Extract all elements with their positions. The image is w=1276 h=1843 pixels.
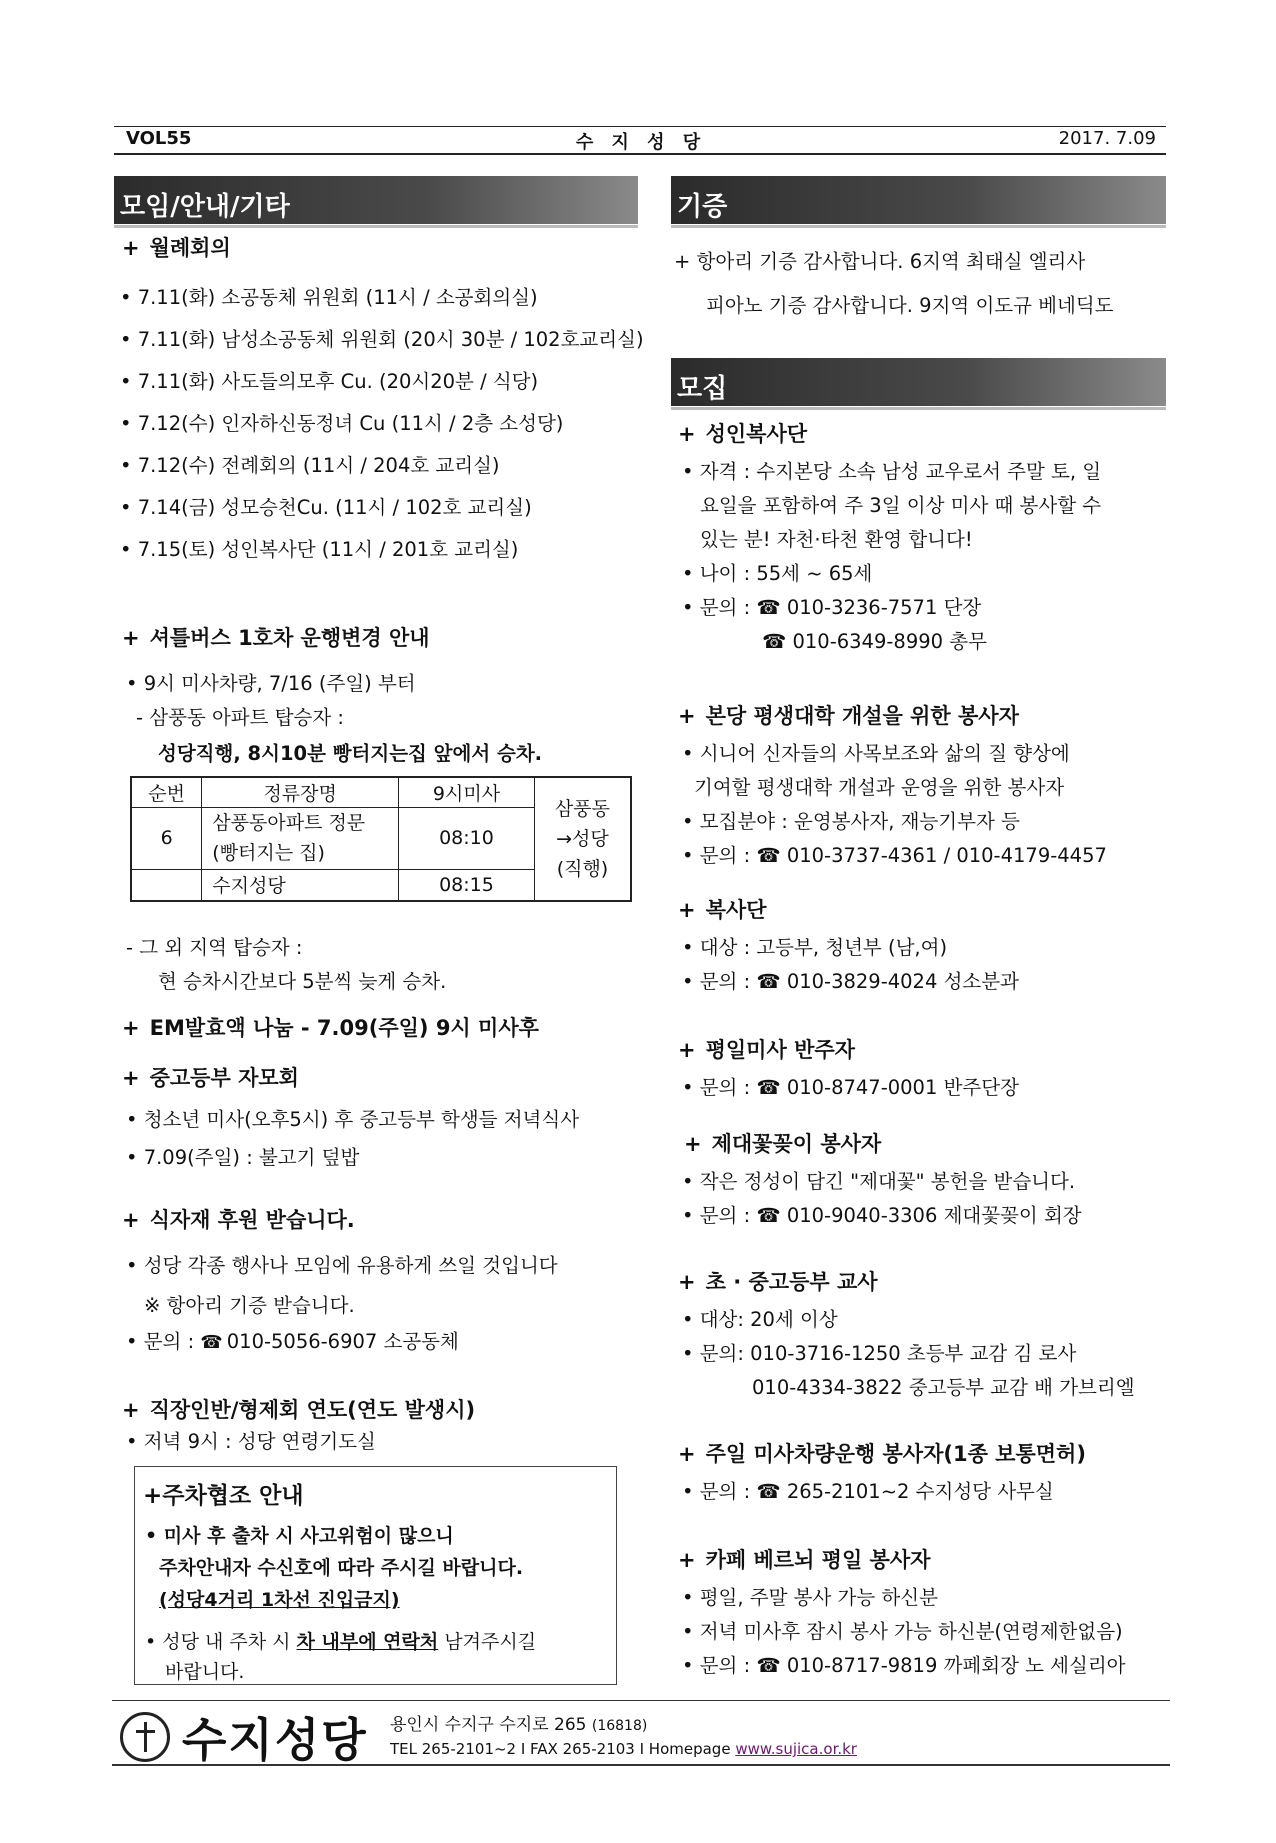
donation-line: + 항아리 기증 감사합니다. 6지역 최태실 엘리사 bbox=[674, 250, 1086, 273]
homepage-link[interactable]: www.sujica.or.kr bbox=[735, 1740, 857, 1758]
altar-line: • 자격 : 수지본당 소속 남성 교우로서 주말 토, 일 bbox=[682, 460, 1102, 483]
footer-address: 용인시 수지구 수지로 265 (16818) bbox=[390, 1715, 648, 1735]
parish-logo-icon bbox=[120, 1712, 170, 1762]
servers-line: • 문의 : ☎ 010-3829-4024 성소분과 bbox=[682, 970, 1019, 993]
youth-mothers-heading: + 중고등부 자모회 bbox=[122, 1066, 299, 1090]
teachers-line: • 대상: 20세 이상 bbox=[682, 1308, 838, 1331]
cafe-line: • 문의 : ☎ 010-8717-9819 까페회장 노 세실리아 bbox=[682, 1654, 1126, 1677]
shuttle-heading: + 셔틀버스 1호차 운행변경 안내 bbox=[122, 626, 430, 650]
parking-line: • 미사 후 출차 시 사고위험이 많으니 bbox=[145, 1525, 454, 1547]
shuttle-line: 현 승차시간보다 5분씩 늦게 승차. bbox=[158, 970, 447, 993]
altar-line: 있는 분! 자천·타천 환영 합니다! bbox=[700, 528, 973, 551]
college-heading: + 본당 평생대학 개설을 위한 봉사자 bbox=[678, 704, 1019, 728]
cafe-line: • 평일, 주말 봉사 가능 하신분 bbox=[682, 1586, 938, 1609]
food-line: ※ 항아리 기증 받습니다. bbox=[144, 1294, 355, 1317]
footer-contact: TEL 265-2101~2 I FAX 265-2103 I Homepage www.sujica.or.kr bbox=[390, 1740, 857, 1758]
food-contact: • 문의 : ☎ 010-5056-6907 소공동체 bbox=[126, 1330, 459, 1353]
monthly-item: • 7.11(화) 소공동체 위원회 (11시 / 소공회의실) bbox=[120, 286, 538, 309]
altar-line: ☎ 010-6349-8990 총무 bbox=[762, 630, 987, 653]
shuttle-line: - 그 외 지역 탑승자 : bbox=[126, 936, 303, 959]
food-heading: + 식자재 후원 받습니다. bbox=[122, 1208, 355, 1232]
parking-line: 주차안내자 수신호에 따라 주시길 바랍니다. bbox=[159, 1557, 524, 1579]
organist-heading: + 평일미사 반주자 bbox=[678, 1038, 855, 1062]
flowers-heading: + 제대꽃꽂이 봉사자 bbox=[684, 1132, 882, 1156]
college-line: • 시니어 신자들의 사목보조와 삶의 질 향상에 bbox=[682, 742, 1070, 765]
table-header: 9시미사 bbox=[399, 777, 535, 807]
volume-label: VOL55 bbox=[126, 128, 192, 149]
table-cell: 수지성당 bbox=[202, 869, 399, 901]
footer-logo-text: 수지성당 bbox=[182, 1713, 368, 1767]
driver-line: • 문의 : ☎ 265-2101~2 수지성당 사무실 bbox=[682, 1480, 1054, 1503]
table-header: 정류장명 bbox=[202, 777, 399, 807]
table-cell: 08:15 bbox=[399, 869, 535, 901]
college-line: 기여할 평생대학 개설과 운영을 위한 봉사자 bbox=[694, 776, 1065, 799]
driver-heading: + 주일 미사차량운행 봉사자(1종 보통면허) bbox=[678, 1442, 1086, 1466]
table-header: 순번 bbox=[131, 777, 202, 807]
teachers-line: 010-4334-3822 중고등부 교감 배 가브리엘 bbox=[752, 1376, 1135, 1399]
parish-title: 수 지 성 당 bbox=[575, 132, 707, 153]
section-bar-recruit: 모집 bbox=[671, 358, 1166, 406]
shuttle-table bbox=[130, 776, 632, 902]
table-cell: 08:10 bbox=[399, 807, 535, 869]
college-line: • 문의 : ☎ 010-3737-4361 / 010-4179-4457 bbox=[682, 844, 1107, 867]
food-line: • 성당 각종 행사나 모임에 유용하게 쓰일 것입니다 bbox=[126, 1254, 558, 1277]
workplace-line: • 저녁 9시 : 성당 연령기도실 bbox=[126, 1430, 376, 1453]
cafe-line: • 저녁 미사후 잠시 봉사 가능 하신분(연령제한없음) bbox=[682, 1620, 1123, 1643]
altar-heading: + 성인복사단 bbox=[678, 422, 808, 446]
route-note: 삼풍동 →성당 (직행) bbox=[534, 777, 631, 901]
servers-line: • 대상 : 고등부, 청년부 (남,여) bbox=[682, 936, 948, 959]
altar-line: 요일을 포함하여 주 3일 이상 미사 때 봉사할 수 bbox=[700, 494, 1102, 517]
flowers-line: • 작은 정성이 담긴 "제대꽃" 봉헌을 받습니다. bbox=[682, 1170, 1076, 1193]
monthly-item: • 7.12(수) 인자하신동정녀 Cu (11시 / 2층 소성당) bbox=[120, 412, 564, 435]
phone-icon: ☎ bbox=[200, 1332, 223, 1353]
monthly-item: • 7.15(토) 성인복사단 (11시 / 201호 교리실) bbox=[120, 538, 519, 561]
parking-line: 바랍니다. bbox=[165, 1661, 245, 1683]
monthly-item: • 7.11(화) 남성소공동체 위원회 (20시 30분 / 102호교리실) bbox=[120, 328, 644, 351]
monthly-item: • 7.12(수) 전례회의 (11시 / 204호 교리실) bbox=[120, 454, 500, 477]
header-bottom-rule bbox=[114, 153, 1166, 155]
section-bar-notices: 모임/안내/기타 bbox=[114, 176, 638, 224]
page-header bbox=[126, 128, 1156, 153]
teachers-line: • 문의: 010-3716-1250 초등부 교감 김 로사 bbox=[682, 1342, 1077, 1365]
teachers-heading: + 초 · 중고등부 교사 bbox=[678, 1270, 878, 1294]
college-line: • 모집분야 : 운영봉사자, 재능기부자 등 bbox=[682, 810, 1020, 833]
monthly-item: • 7.14(금) 성모승천Cu. (11시 / 102호 교리실) bbox=[120, 496, 532, 519]
em-heading: + EM발효액 나눔 - 7.09(주일) 9시 미사후 bbox=[122, 1016, 539, 1040]
workplace-heading: + 직장인반/형제회 연도(연도 발생시) bbox=[122, 1398, 476, 1422]
parking-line: • 성당 내 주차 시 차 내부에 연락처 남겨주시길 bbox=[145, 1631, 537, 1653]
header-top-rule bbox=[114, 126, 1166, 127]
cafe-heading: + 카페 베르뇌 평일 봉사자 bbox=[678, 1548, 931, 1572]
altar-line: • 나이 : 55세 ~ 65세 bbox=[682, 562, 873, 585]
youth-line: • 청소년 미사(오후5시) 후 중고등부 학생들 저녁식사 bbox=[126, 1108, 580, 1131]
organist-line: • 문의 : ☎ 010-8747-0001 반주단장 bbox=[682, 1076, 1019, 1099]
section-bar-donation: 기증 bbox=[671, 176, 1166, 224]
flowers-line: • 문의 : ☎ 010-9040-3306 제대꽃꽂이 회장 bbox=[682, 1204, 1082, 1227]
footer-top-rule bbox=[112, 1700, 1170, 1701]
footer-bottom-rule bbox=[112, 1764, 1170, 1766]
shuttle-line-bold: 성당직행, 8시10분 빵터지는집 앞에서 승차. bbox=[158, 742, 543, 765]
parking-notice-box bbox=[134, 1466, 617, 1685]
donation-line: 피아노 기증 감사합니다. 9지역 이도규 베네딕도 bbox=[706, 294, 1114, 317]
issue-date: 2017. 7.09 bbox=[1058, 128, 1156, 149]
altar-line: • 문의 : ☎ 010-3236-7571 단장 bbox=[682, 596, 982, 619]
table-cell: 삼풍동아파트 정문 (빵터지는 집) bbox=[202, 807, 399, 869]
youth-line: • 7.09(주일) : 불고기 덮밥 bbox=[126, 1146, 360, 1169]
parking-line: (성당4거리 1차선 진입금지) bbox=[159, 1589, 400, 1611]
table-cell bbox=[131, 869, 202, 901]
servers-heading: + 복사단 bbox=[678, 898, 767, 922]
shuttle-line: - 삼풍동 아파트 탑승자 : bbox=[136, 706, 344, 729]
monthly-item: • 7.11(화) 사도들의모후 Cu. (20시20분 / 식당) bbox=[120, 370, 539, 393]
shuttle-line: • 9시 미사차량, 7/16 (주일) 부터 bbox=[126, 672, 416, 695]
monthly-meeting-heading: + 월례회의 bbox=[122, 236, 231, 260]
table-cell: 6 bbox=[131, 807, 202, 869]
parking-title: +주차협조 안내 bbox=[143, 1483, 304, 1509]
